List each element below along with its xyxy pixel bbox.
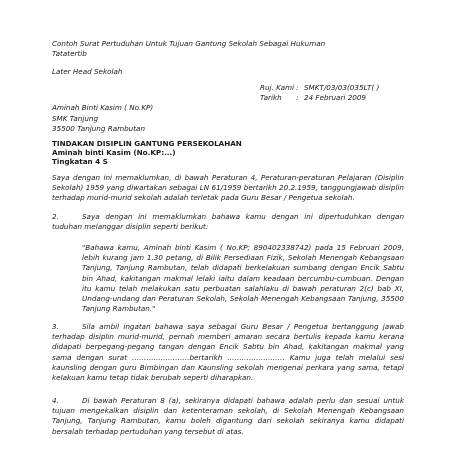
date-value: 24 Februari 2009 — [304, 93, 366, 102]
date-row: Tarikh : 24 Februari 2009 — [260, 93, 366, 102]
date-label: Tarikh — [260, 93, 282, 102]
charge-quote: "Bahawa kamu, Aminah binti Kasim ( No.KP; 890402338742) pada 15 Februari 2009, lebih kurang jam 1.30 petang, di Bilik Persediaan Fizik, Sekolah Menengah Kebangsaan Tanjung, Tanjung Rambutan, telah didapati berkelakuan sumbang dengan Encik Sabtu bin Ahad, kakitangan makmal lelaki iaitu dalam keadaan bercumbu-cumbuan. Dengan itu kamu telah melakukan satu perbuatan salahlaku di bawah peraturan 2(c) bab XI, Undang-undang dan Peraturan Sekolah, Sekolah Menengah Kebangsaan Tanjung, 35500 Tanjung Rambutan." — [82, 243, 404, 314]
recipient-address: 35500 Tanjung Rambutan — [52, 124, 145, 133]
reference-row: Ruj. Kami : SMKT/03/03(035LT( ) — [260, 83, 380, 92]
subject-heading: TINDAKAN DISIPLIN GANTUNG PERSEKOLAHAN — [52, 139, 242, 148]
recipient-name: Aminah Binti Kasim ( No.KP) — [52, 103, 154, 112]
paragraph-2: Saya dengan ini memaklumkan bahawa kamu dengan ini dipertuduhkan dengan tuduhan melanggar disiplin seperti berikut: — [52, 212, 404, 232]
paragraph-4: Di bawah Peraturan 8 (a), sekiranya didapati bahawa adalah perlu dan sesuai untuk tujuan mengekalkan disiplin dan ketenteraman sekolah, di Sekolah Menengah Kebangsaan Tanjung, Tanjung Rambutan, kamu boleh digantung dari sekolah sekiranya kamu didapati bersalah terhadap pertuduhan yang tersebut di atas. — [52, 396, 404, 436]
letter-title-line1: Contoh Surat Pertuduhan Untuk Tujuan Gantung Sekolah Sebagai Hukuman — [52, 39, 326, 48]
paragraph-4-number: 4. — [52, 396, 59, 405]
paragraph-3: Sila ambil ingatan bahawa saya sebagai Guru Besar / Pengetua bertanggung jawab terhadap disiplin murid-murid, pernah memberi amaran secara bertulis kepada kamu kerana didapati berpegang-pegang tangan dengan Encik Sabtu bin Ahad, kakitangan makmal yang sama dengan surat ……………………bertarikh …………………… Kamu juga telah melalui sesi kaunsling dengan guru Bimbingan dan Kaunsling sekolah mengenai perkara yang sama, tetapi kelakuan kamu tetap tidak berubah seperti diharapkan. — [52, 322, 404, 383]
paragraph-1: Saya dengan ini memaklumkan, di bawah Peraturan 4, Peraturan-peraturan Pelajaran (Disiplin Sekolah) 1959 yang diwartakan sebagai LN 61/1959 bertarikh 20.2.1959, tanggungjawab disiplin terhadap murid-murid sekolah adalah terletak pada Guru Besar / Pengetua sekolah. — [52, 173, 404, 203]
reference-label: Ruj. Kami — [260, 83, 294, 92]
subject-student: Aminah binti Kasim (No.KP:...) — [52, 148, 176, 157]
subject-class: Tingkatan 4 S — [52, 157, 108, 166]
letterhead-placeholder: Later Head Sekolah — [52, 67, 123, 76]
reference-value: SMKT/03/03(035LT( ) — [304, 83, 380, 92]
recipient-school: SMK Tanjung — [52, 114, 99, 123]
paragraph-2-number: 2. — [52, 212, 59, 221]
letter-title-line2: Tatatertib — [52, 49, 87, 58]
paragraph-3-number: 3. — [52, 322, 59, 331]
